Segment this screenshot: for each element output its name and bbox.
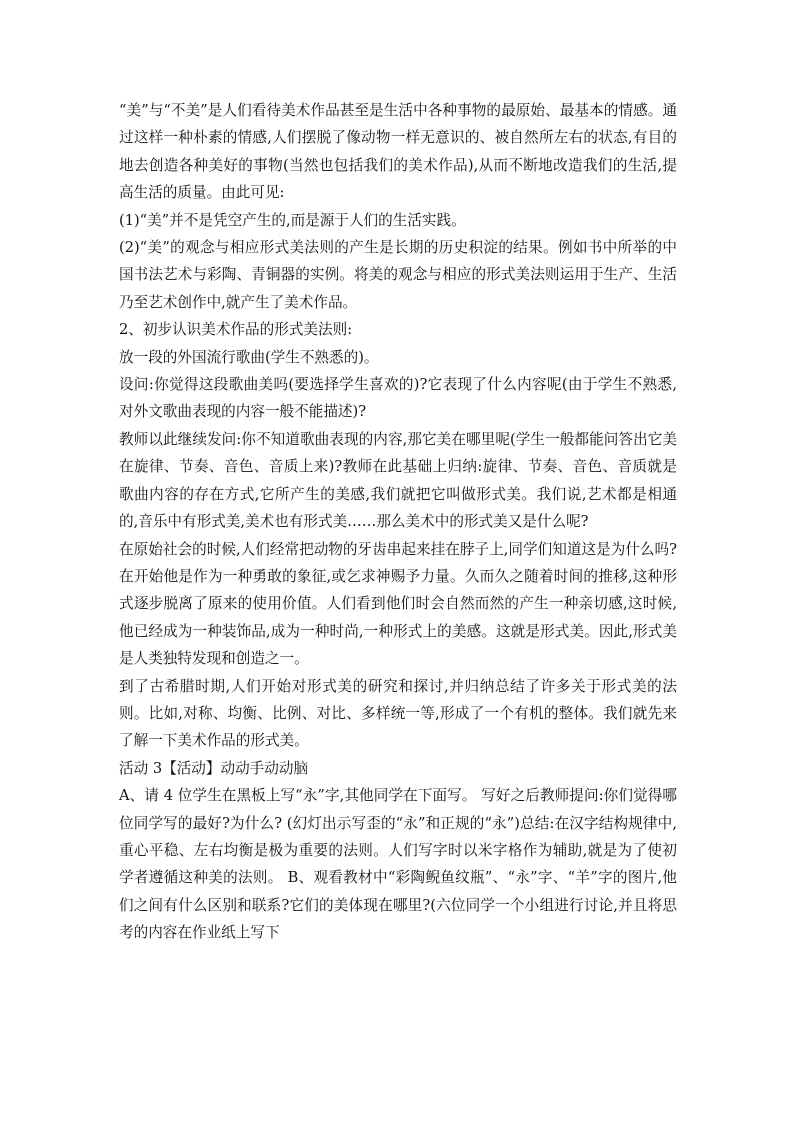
paragraph-primitive-society: 在原始社会的时候,人们经常把动物的牙齿串起来挂在脖子上,同学们知道这是为什么吗?在开始他是作为一种勇敢的象征,或乞求神赐予力量。久而久之随着时间的推移,这种形式逐步脱离了原来的使用价值。人们看到他们时会自然而然的产生一种亲切感,这时候,他已经成为一种装饰品,成为一种时尚,一种形式上的美感。这就是形式美。因此,形式美是人类独特发现和创造之一。: [119, 540, 677, 668]
document-body: [119, 97, 677, 947]
paragraph-teacher-followup: 教师以此继续发问:你不知道歌曲表现的内容,那它美在哪里呢(学生一般都能问答出它美在旋律、节奏、音色、音质上来)?教师在此基础上归纳:旋律、节奏、音色、音质就是歌曲内容的存在方式,它所产生的美感,我们就把它叫做形式美。我们说,艺术都是相通的,音乐中有形式美,美术也有形式美……那么美术中的形式美又是什么呢?: [119, 430, 677, 531]
paragraph-play-song: 放一段的外国流行歌曲(学生不熟悉的)。: [119, 348, 379, 366]
paragraph-point-1: (1)“美”并不是凭空产生的,而是源于人们的生活实践。: [119, 211, 466, 229]
paragraph-question: 设问:你觉得这段歌曲美吗(要选择学生喜欢的)?它表现了什么内容呢(由于学生不熟悉,对外文歌曲表现的内容一般不能描述)?: [119, 376, 677, 421]
paragraph-intro: “美”与“不美”是人们看待美术作品甚至是生活中各种事物的最原始、最基本的情感。通过这样一种朴素的情感,人们摆脱了像动物一样无意识的、被自然所左右的状态,有目的地去创造各种美好的事物(当然也包括我们的美术作品),从而不断地改造我们的生活,提高生活的质量。由此可见:: [119, 102, 677, 202]
paragraph-activity-a-b: A、请 4 位学生在黑板上写“永”字,其他同学在下面写。 写好之后教师提问:你们觉得哪位同学写的最好?为什么? (幻灯出示写歪的“永”和正规的“永”)总结:在汉字结构规律中,重心平稳、左右均衡是极为重要的法则。人们写字时以米字格作为辅助,就是为了使初学者遵循这种美的法则。 B、观看教材中“彩陶鲵鱼纹瓶”、“永”字、“羊”字的图片,他们之间有什么区别和联系?它们的美体现在哪里?(六位同学一个小组进行讨论,并且将思考的内容在作业纸上写下: [119, 787, 677, 942]
section-heading-2: 2、初步认识美术作品的形式美法则:: [119, 321, 353, 339]
paragraph-point-2: (2)“美”的观念与相应形式美法则的产生是长期的历史积淀的结果。例如书中所举的中国书法艺术与彩陶、青铜器的实例。将美的观念与相应的形式美法则运用于生产、生活乃至艺术创作中,就产生了美术作品。: [119, 239, 677, 311]
activity-heading-3: 活动 3【活动】动动手动动脑: [119, 759, 309, 777]
paragraph-ancient-greece: 到了古希腊时期,人们开始对形式美的研究和探讨,并归纳总结了许多关于形式美的法则。比如,对称、均衡、比例、对比、多样统一等,形成了一个有机的整体。我们就先来了解一下美术作品的形式美。: [119, 677, 677, 750]
